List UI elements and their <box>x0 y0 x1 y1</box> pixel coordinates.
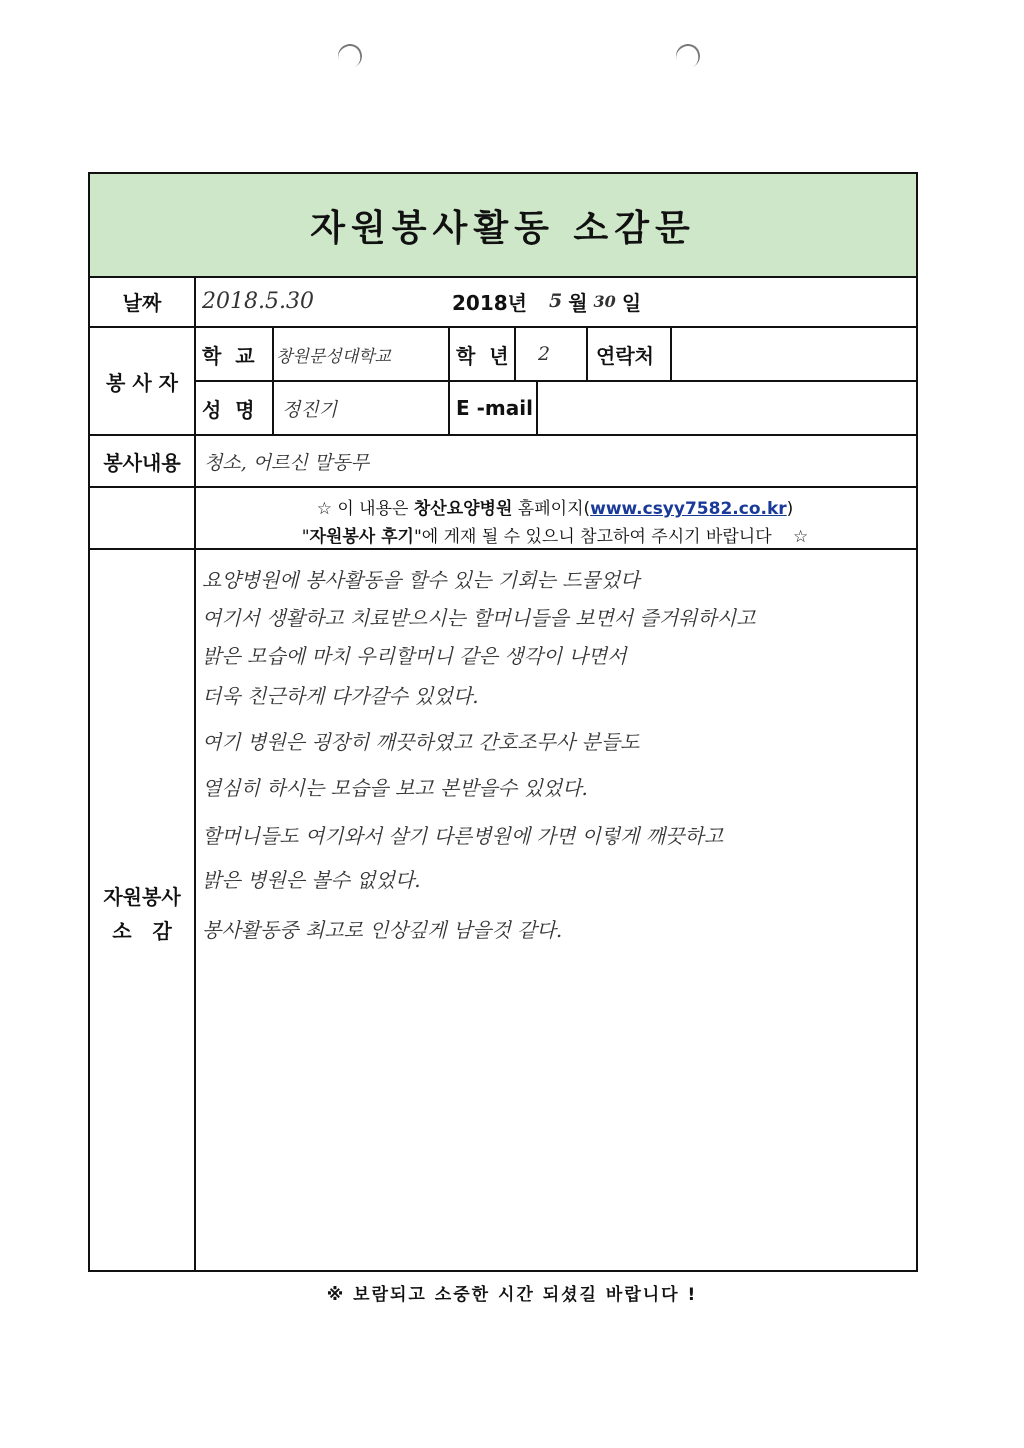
email-label: E -mail <box>456 396 533 420</box>
essay-line: 열심히 하시는 모습을 보고 본받을수 있었다. <box>202 776 588 800</box>
notice-row <box>90 488 916 550</box>
date-day-value: 30 <box>593 291 616 311</box>
notice-line-2 <box>194 522 916 547</box>
contact-value <box>680 328 900 380</box>
content-label: 봉사내용 <box>90 436 196 486</box>
notice-paren: ) <box>786 499 794 519</box>
essay-line: 요양병원에 봉사활동을 할수 있는 기회는 드물었다 <box>202 568 640 592</box>
name-value: 정진기 <box>282 398 338 421</box>
date-handwritten: 2018.5.30 <box>202 288 314 314</box>
impression-area <box>90 550 916 1270</box>
star-left-icon: ☆ <box>316 499 332 519</box>
impression-label-line-1: 자원봉사 <box>103 885 181 909</box>
volunteer-block <box>90 328 916 436</box>
email-divider-right <box>536 382 538 434</box>
email-value <box>546 382 906 434</box>
notice-review-label: 자원봉사 후기 <box>309 527 414 547</box>
star-right-icon: ☆ <box>793 527 809 547</box>
email-divider-left <box>448 382 450 434</box>
name-label: 성 명 <box>202 397 255 422</box>
binder-hole-right-mark <box>673 41 704 72</box>
date-month-value: 5 <box>548 290 563 312</box>
notice-quote-open: " <box>301 527 310 547</box>
contact-divider-left <box>586 328 588 380</box>
essay-line: 여기서 생활하고 치료받으시는 할머니들을 보면서 즐거워하시고 <box>202 606 756 630</box>
date-formatted <box>452 276 912 326</box>
essay-line: 여기 병원은 굉장히 깨끗하였고 간호조무사 분들도 <box>202 730 640 754</box>
date-day-unit: 일 <box>621 290 642 315</box>
notice-hospital-name: 창산요양병원 <box>413 499 513 519</box>
essay-line: 더욱 친근하게 다가갈수 있었다. <box>202 684 479 708</box>
essay-line: 밝은 병원은 볼수 없었다. <box>202 868 421 892</box>
name-divider <box>272 382 274 434</box>
school-label: 학 교 <box>202 343 255 368</box>
impression-divider <box>194 550 196 1270</box>
notice-intro: 이 내용은 <box>337 499 409 519</box>
footer-message: ※ 보람되고 소중한 시간 되셨길 바랍니다 ! <box>326 1285 698 1305</box>
grade-divider-right <box>514 328 516 380</box>
date-label: 날짜 <box>90 276 196 326</box>
date-row <box>90 276 916 328</box>
essay-line: 할머니들도 여기와서 살기 다른병원에 가면 이렇게 깨끗하고 <box>202 824 724 848</box>
notice-line-1 <box>194 494 916 519</box>
grade-divider-left <box>448 328 450 380</box>
essay-line: 밝은 모습에 마치 우리할머니 같은 생각이 나면서 <box>202 644 627 668</box>
impression-label-line-2: 소 감 <box>112 919 172 943</box>
date-month-unit: 월 <box>568 290 588 315</box>
contact-divider-right <box>670 328 672 380</box>
volunteer-report-form <box>88 172 918 1272</box>
school-divider <box>272 328 274 380</box>
contact-label: 연락처 <box>596 343 654 368</box>
notice-homepage: 홈페이지( <box>517 499 591 519</box>
form-title: 자원봉사활동 소감문 <box>90 174 916 278</box>
content-row <box>90 436 916 488</box>
school-value: 창원문성대학교 <box>276 346 391 367</box>
essay-line: 봉사활동중 최고로 인상깊게 남을것 같다. <box>202 918 563 942</box>
binder-hole-left-mark <box>335 41 366 72</box>
impression-label <box>90 880 194 948</box>
content-value: 청소, 어르신 말동무 <box>204 451 369 474</box>
volunteer-label: 봉 사 자 <box>90 328 196 434</box>
date-year: 2018년 <box>452 290 527 315</box>
grade-label: 학 년 <box>456 343 509 368</box>
hospital-website-link[interactable]: www.csyy7582.co.kr <box>590 499 787 519</box>
grade-value: 2 <box>538 343 551 365</box>
notice-rest: "에 게재 될 수 있으니 참고하여 주시기 바랍니다 <box>413 527 772 547</box>
